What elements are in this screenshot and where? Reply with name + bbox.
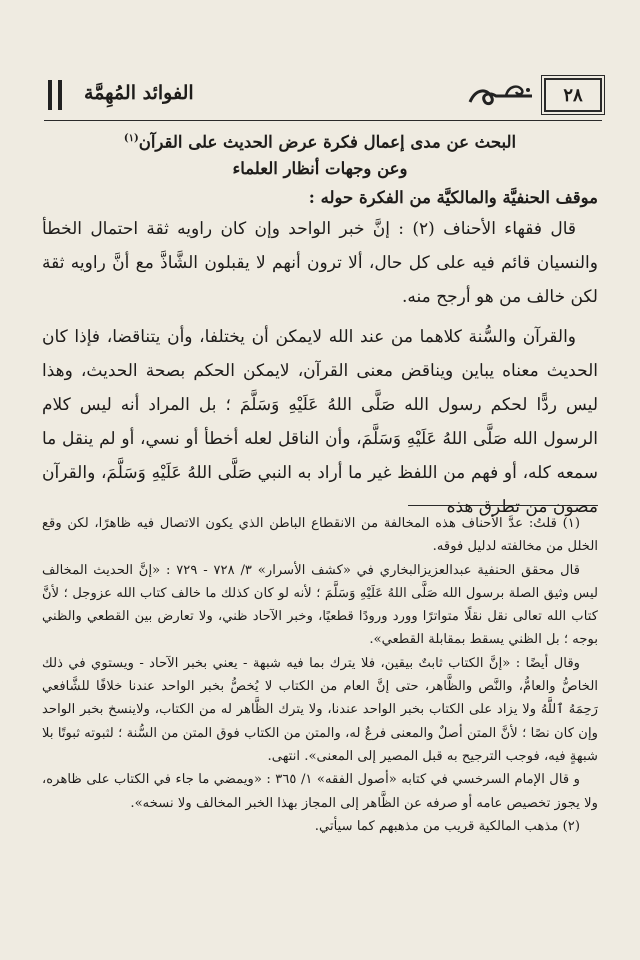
ornament-icon [466,80,536,110]
subheading: موقف الحنفيَّة والمالكيَّة من الفكرة حوله : [308,187,598,207]
page-header [44,78,602,118]
page-number: ٢٨ [544,78,602,112]
header-divider [44,120,602,121]
footnotes [42,512,598,838]
footnote-1-quote-a: قال محقق الحنفية عبدالعزيزالبخاري في «كشف الأسرار» ٣/ ٧٢٨ - ٧٢٩ : «إنَّ الحديث المخالف ليس وثيق الصلة برسول الله صَلَّى اللهُ عَلَيْهِ وَسَلَّمَ ؛ لأنه لو كان كذلك ما خالف كتاب الله عزوجل ؛ لأنَّ كتاب الله تعالى نقل نقلًا متواترًا وورد ورودًا قطعيًا، وخبر الآحاد ظني، ولا تعارض بين القطعي والظني بوجه ؛ بل الظني يسقط بمقابلة القطعي». [42,562,598,648]
section-title-line2: وعن وجهات أنظار العلماء [232,158,408,178]
running-title: الفوائد المُهِمَّة [84,82,194,104]
footnote-2: (٢) مذهب المالكية قريب من مذهبهم كما سيأتي. [314,818,580,834]
header-bars-icon [44,80,72,110]
footnote-1-quote-b: وقال أيضًا : «إنَّ الكتاب ثابتٌ بيقين، فلا يترك بما فيه شبهة - يعني بخبر الآحاد - ويستوي في ذلك الخاصُّ والعامُّ، والنَّص والظَّاهر، حتى إنَّ العام من الكتاب لا يُخصُّ بخبر الواحد عندنا خلافًا للشَّافعي رَحِمَهُ ٱللَّهُ ولا يزاد على الكتاب بخبر الواحد عندنا، ولا يترك الظَّاهر له من الكتاب، ولاينسخ بخبر الواحد وإن كان نصًا ؛ لأنَّ المتن أصلٌ والمعنى فرعٌ له، والمتن من الكتاب فوق المتن من السُّنة ؛ لثبوته ثبوتًا بلا شبهةٍ فيه، فوجب الترجيح به قبل المصير إلى المعنى». انتهى. [42,655,598,764]
section-title-text: البحث عن مدى إعمال فكرة عرض الحديث على القرآن [138,132,517,152]
section-title [42,126,598,156]
paragraph-2: والقرآن والسُّنة كلاهما من عند الله لايمكن أن يختلفا، وأن يتناقضا، فإذا كان الحديث معناه يباين ويناقض معنى القرآن، لايمكن الحكم بصحة الحديث، وهذا ليس ردًّا لحكم رسول الله صَلَّى اللهُ عَلَيْهِ وَسَلَّمَ ؛ بل المراد أنه ليس كلام الرسول الله صَلَّى اللهُ عَلَيْهِ وَسَلَّمَ، وأن الناقل لعله أخطأ أو نسي، أو لم ينقل ما سمعه كله، أو فهم من اللفظ غير ما أراد به النبي صَلَّى اللهُ عَلَيْهِ وَسَلَّمَ، والقرآن مصون من تطرق هذه [42,326,598,517]
footnote-ref-1: (١) [123,133,139,144]
footnote-1: (١) قلتُ: عدَّ الأحناف هذه المخالفة من الانقطاع الباطن الذي يكون الاتصال فيه ظاهرًا، لكن وقع الخلل من مخالفته لدليل فوقه. [42,516,598,555]
paragraph-1: قال فقهاء الأحناف (٢) : إنَّ خبر الواحد وإن كان راويه ثقة احتمال الخطأ والنسيان قائم فيه على كل حال، ألا ترون أنهم لا يقبلون الشَّاذَّ مع أنَّ راويه ثقة لكن خالف من هو أرجح منه. [42,218,598,307]
footnote-1-quote-c: و قال الإمام السرخسي في كتابه «أصول الفقه» ١/ ٣٦٥ : «ويمضي ما جاء في الكتاب على ظاهره، ولا يجوز تخصيص عامه أو صرفه عن الظَّاهر إلى المجاز بهذا الخبر المخالف ولا نسخه». [42,772,598,811]
main-text [42,126,598,524]
footnote-divider [408,505,598,506]
